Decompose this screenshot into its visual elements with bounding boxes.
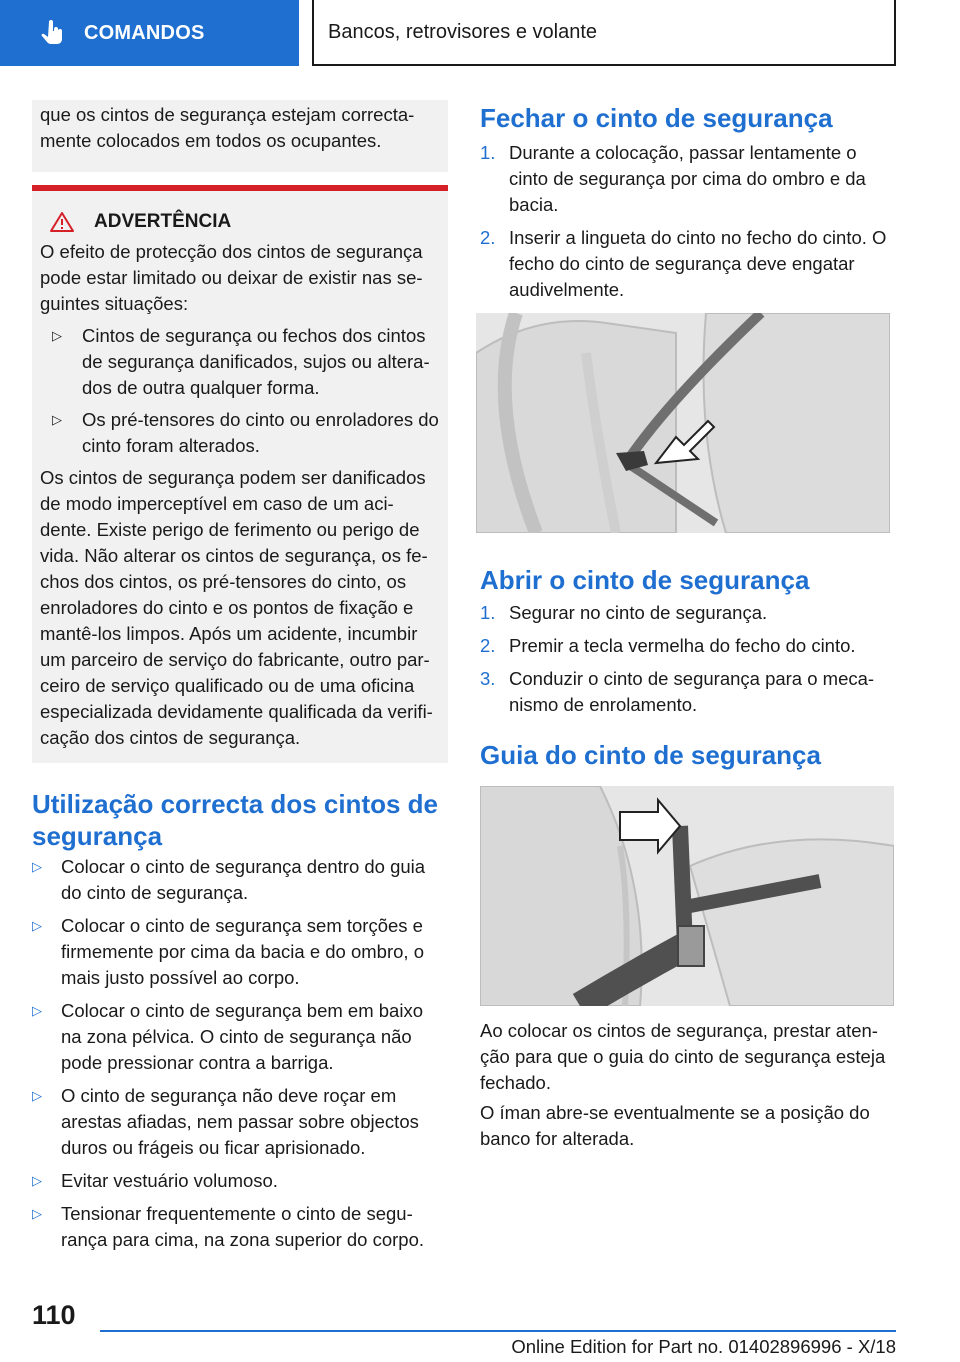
hand-pointer-icon [40, 20, 66, 46]
step-number: 1. [480, 602, 496, 623]
list-item-text: O cinto de segurança não deve roçar em arestas afiadas, nem passar sobre objectos duros ou frágeis ou ficar aprisionado. [61, 1085, 419, 1158]
chapter-title: Bancos, retrovisores e volante [312, 0, 896, 66]
list-item-text: Colocar o cinto de segurança bem em baixo na zona pélvica. O cinto de segurança não pode pressionar contra a barriga. [61, 1000, 423, 1073]
close-belt-steps [480, 140, 900, 310]
list-item [32, 998, 448, 1076]
section-label: COMANDOS [84, 21, 205, 44]
warning-bullet-text: Cintos de segurança ou fechos dos cintos de segurança danificados, sujos ou altera-dos de outra qualquer forma. [82, 325, 430, 398]
list-item [32, 1083, 448, 1161]
list-item [32, 854, 448, 906]
list-item-text: Tensionar frequentemente o cinto de segu-rança para cima, na zona superior do corpo. [61, 1203, 425, 1250]
footer-edition-text: Online Edition for Part no. 01402896996 - X/18 [511, 1336, 896, 1357]
step-item [480, 666, 900, 718]
footer-rule [100, 1330, 896, 1332]
bullet-triangle-icon: ▷ [32, 1206, 42, 1221]
list-item-text: Colocar o cinto de segurança sem torções e firmemente por cima da bacia e do ombro, o mais justo possível ao corpo. [61, 915, 424, 988]
section-tab[interactable] [0, 0, 299, 66]
bullet-triangle-icon: ▷ [32, 1003, 42, 1018]
warning-box [32, 191, 448, 763]
list-item-text: Colocar o cinto de segurança dentro do guia do cinto de segurança. [61, 856, 426, 903]
step-text: Conduzir o cinto de segurança para o meca-nismo de enrolamento. [509, 668, 875, 715]
step-number: 1. [480, 142, 496, 163]
belt-guide-paragraph-1: Ao colocar os cintos de segurança, prestar aten-ção para que o guia do cinto de segurança esteja fechado. [480, 1020, 886, 1093]
bullet-triangle-icon: ▷ [32, 1173, 42, 1188]
open-belt-heading: Abrir o cinto de segurança [480, 565, 810, 595]
belt-guide-heading: Guia do cinto de segurança [480, 740, 821, 770]
guide-drawing [480, 786, 894, 1006]
bullet-triangle-icon: ▷ [32, 1088, 42, 1103]
correct-use-list [32, 854, 448, 1260]
warning-title: ADVERTÊNCIA [94, 211, 232, 232]
list-item [32, 1168, 448, 1194]
belt-guide-paragraph-2: O íman abre-se eventualmente se a posição do banco for alterada. [480, 1102, 870, 1149]
step-item [480, 633, 900, 659]
warning-bullet [40, 323, 440, 401]
correct-use-heading: Utilização correcta dos cintos de segurança [32, 789, 439, 851]
list-item-text: Evitar vestuário volumoso. [61, 1170, 278, 1191]
buckle-drawing [476, 313, 890, 533]
list-item [32, 1201, 448, 1253]
step-item [480, 225, 900, 303]
step-text: Durante a colocação, passar lentamente o cinto de segurança por cima do ombro e da bacia. [509, 142, 866, 215]
step-text: Segurar no cinto de segurança. [509, 602, 768, 623]
warning-bullet-text: Os pré-tensores do cinto ou enroladores do cinto foram alterados. [82, 409, 439, 456]
page-number: 110 [32, 1300, 76, 1330]
bullet-triangle-icon: ▷ [52, 412, 62, 427]
step-number: 3. [480, 668, 496, 689]
close-belt-heading: Fechar o cinto de segurança [480, 103, 833, 133]
warning-triangle-icon [50, 211, 74, 233]
step-item [480, 600, 900, 626]
seat-belt-buckle-illustration [476, 313, 890, 533]
warning-body: Os cintos de segurança podem ser danificados de modo imperceptível em caso de um aci-dente. Existe perigo de ferimento ou perigo de vida. Não alterar os cintos de segurança, os fe-chos dos cintos, os pré-tensores do cinto, os enroladores do cinto e os pontos de fixação e mantê-los limpos. Após um acidente, incumbir um parceiro de serviço do fabricante, outro par-ceiro de serviço qualificado ou de uma oficina especializada devidamente qualificada da verifi-cação dos cintos de segurança. [40, 467, 433, 748]
bullet-triangle-icon: ▷ [32, 859, 42, 874]
top-note-text: que os cintos de segurança estejam correcta-mente colocados em todos os ocupantes. [40, 104, 415, 151]
step-text: Premir a tecla vermelha do fecho do cinto. [509, 635, 856, 656]
step-number: 2. [480, 635, 496, 656]
warning-bullet [40, 407, 440, 459]
warning-heading [40, 209, 440, 235]
list-item [32, 913, 448, 991]
open-belt-steps [480, 600, 900, 725]
seat-belt-guide-illustration [480, 786, 894, 1006]
step-item [480, 140, 900, 218]
warning-intro: O efeito de protecção dos cintos de segurança pode estar limitado ou deixar de existir nas se-guintes situações: [40, 241, 423, 314]
bullet-triangle-icon: ▷ [32, 918, 42, 933]
step-text: Inserir a lingueta do cinto no fecho do cinto. O fecho do cinto de segurança deve engatar audivelmente. [509, 227, 887, 300]
top-note [32, 100, 448, 172]
bullet-triangle-icon: ▷ [52, 328, 62, 343]
step-number: 2. [480, 227, 496, 248]
